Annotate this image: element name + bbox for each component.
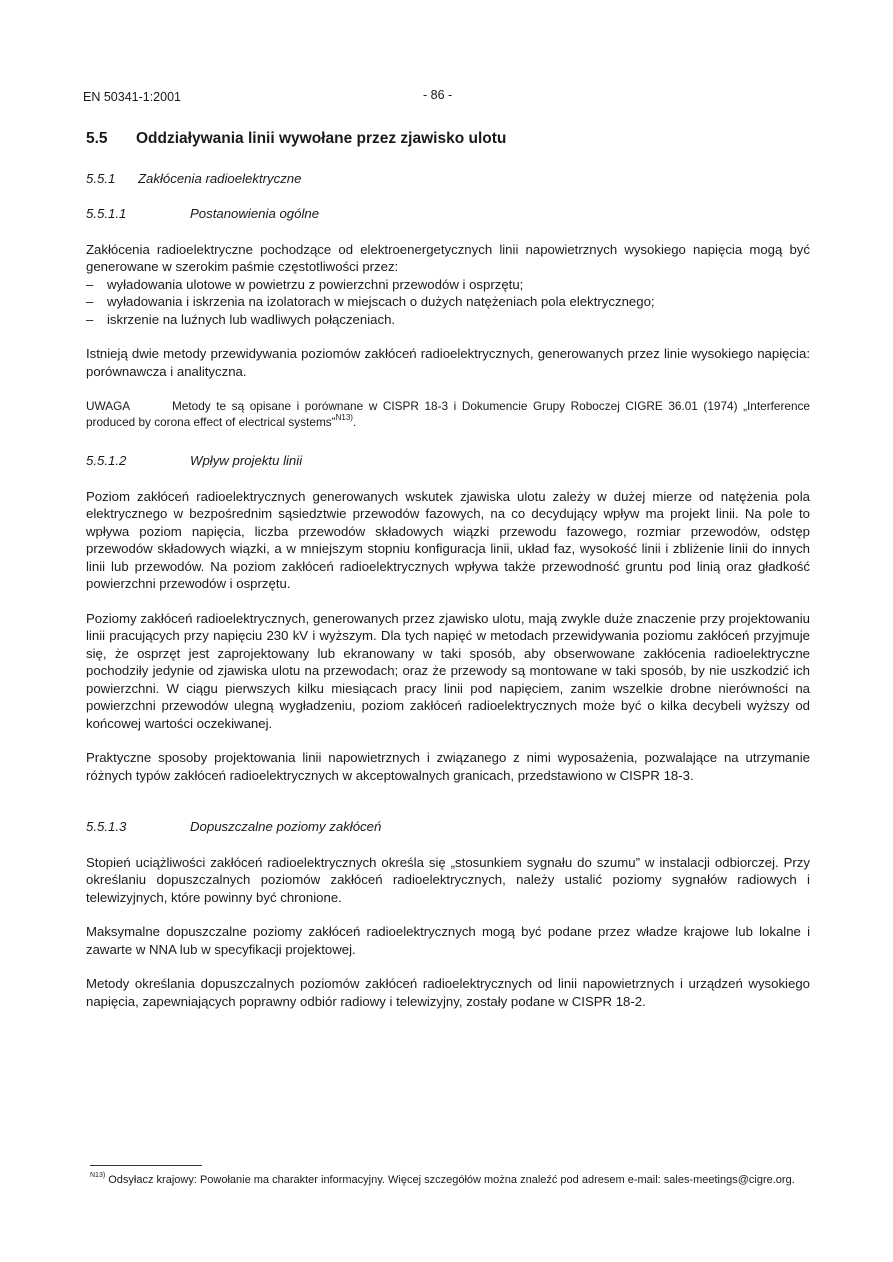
clause-heading-5-5-1-3 bbox=[86, 818, 810, 836]
note-end: . bbox=[352, 415, 357, 429]
note-label: UWAGA bbox=[86, 399, 131, 413]
subsection-heading bbox=[86, 170, 810, 188]
page-number: - 86 - bbox=[423, 88, 453, 102]
section-heading bbox=[86, 130, 810, 148]
clause-title: Dopuszczalne poziomy zakłóceń bbox=[190, 819, 382, 834]
footnote-separator bbox=[90, 1165, 202, 1166]
subsection-number: 5.5.1 bbox=[86, 170, 116, 186]
paragraph: Zakłócenia radioelektryczne pochodzące od elektroenergetycznych linii napowietrznych wysokiego napięcia mogą być generowane w szerokim paśmie częstotliwości przez: bbox=[86, 241, 810, 274]
clause-number: 5.5.1.2 bbox=[86, 453, 127, 468]
document-body bbox=[86, 130, 810, 1010]
footnote-text: Odsyłacz krajowy: Powołanie ma charakter informacyjny. Więcej szczegółów można znaleźć pod adresem e-mail: sales-meetings@cigre.org. bbox=[108, 1174, 795, 1186]
dash-list bbox=[86, 276, 810, 329]
clause-number: 5.5.1.1 bbox=[86, 206, 127, 221]
footnote bbox=[90, 1172, 812, 1188]
list-item: – wyładowania ulotowe w powietrzu z powierzchni przewodów i osprzętu; bbox=[86, 276, 810, 294]
list-item: – iskrzenie na luźnych lub wadliwych połączeniach. bbox=[86, 311, 810, 329]
paragraph: Maksymalne dopuszczalne poziomy zakłóceń radioelektrycznych mogą być podane przez władze krajowe lub lokalne i zawarte w NNA lub w specyfikacji projektowej. bbox=[86, 924, 810, 957]
note-reference: N13) bbox=[335, 413, 353, 422]
section-title: Oddziaływania linii wywołane przez zjawisko ulotu bbox=[136, 130, 507, 147]
clause-number: 5.5.1.3 bbox=[86, 819, 127, 834]
clause-title: Postanowienia ogólne bbox=[190, 206, 320, 221]
clause-heading-5-5-1-1 bbox=[86, 205, 810, 223]
clause-title: Wpływ projektu linii bbox=[190, 453, 303, 468]
document-id: EN 50341-1:2001 bbox=[83, 90, 181, 104]
paragraph: Poziom zakłóceń radioelektrycznych generowanych wskutek zjawiska ulotu zależy w dużej mierze od natężenia pola elektrycznego w bezpośrednim sąsiedztwie przewodów fazowych, na co decydujący wpływ ma projekt linii. Na pole to wpływa poziom napięcia, liczba przewodów składowych wiązki przewodu fazowego, rozmiar przewodów, odstęp przewodów składowych wiązki, a w mniejszym stopniu konfiguracja linii, układ faz, wysokość linii i zbliżenie linii do innych linii lub przewodów. Na poziom zakłóceń radioelektrycznych wpływa także przewodność gruntu pod linią oraz gładkość powierzchni przewodów i osprzętu. bbox=[86, 488, 810, 591]
section-number: 5.5 bbox=[86, 130, 108, 147]
footnote-mark: N13) bbox=[90, 1172, 106, 1179]
paragraph: Istnieją dwie metody przewidywania poziomów zakłóceń radioelektrycznych, generowanych przez linie wysokiego napięcia: porównawcza i analityczna. bbox=[86, 346, 810, 379]
list-item: – wyładowania i iskrzenia na izolatorach w miejscach o dużych natężeniach pola elektrycznego; bbox=[86, 293, 810, 311]
note bbox=[86, 398, 810, 430]
paragraph: Poziomy zakłóceń radioelektrycznych, generowanych przez zjawisko ulotu, mają zwykle duże znaczenie przy projektowaniu linii pracujących przy napięciu 230 kV i wyższym. Dla tych napięć w metodach przewidywania poziomu zakłóceń przyjmuje się, że osprzęt jest zaprojektowany lub ekranowany w taki sposób, aby obserwowane zakłócenia radioelektryczne pochodziły jedynie od zjawiska ulotu na przewodach; oraz że przewody są montowane w taki sposób, by nie uszkodzić ich powierzchni. W ciągu pierwszych kilku miesiącach pracy linii pod napięciem, zanim wszelkie drobne nierówności na powierzchni przewodów ulegną wygładzeniu, poziom zakłóceń radioelektrycznych może być o kilka decybeli wyższy od końcowej wartości oczekiwanej. bbox=[86, 610, 810, 731]
paragraph: Stopień uciążliwości zakłóceń radioelektrycznych określa się „stosunkiem sygnału do szumu” w instalacji odbiorczej. Przy określaniu dopuszczalnych poziomów zakłóceń radioelektrycznych, należy ustalić poziomy sygnałów radiowych i telewizyjnych, które powinny być chronione. bbox=[86, 854, 810, 905]
paragraph: Praktyczne sposoby projektowania linii napowietrznych i związanego z nimi wyposażenia, pozwalające na utrzymanie różnych typów zakłóceń radioelektrycznych w akceptowalnych granicach, przedstawiono w CISPR 18-3. bbox=[86, 750, 810, 783]
paragraph: Metody określania dopuszczalnych poziomów zakłóceń radioelektrycznych od linii napowietrznych i urządzeń wysokiego napięcia, zapewniających poprawny odbiór radiowy i telewizyjny, zostały podane w CISPR 18-2. bbox=[86, 976, 810, 1009]
clause-heading-5-5-1-2 bbox=[86, 452, 810, 470]
subsection-title: Zakłócenia radioelektryczne bbox=[138, 170, 302, 186]
note-text: Metody te są opisane i porównane w CISPR 18-3 i Dokumencie Grupy Roboczej CIGRE 36.01 (1974) „Interference produced by corona effect of electrical systems” bbox=[86, 399, 810, 429]
